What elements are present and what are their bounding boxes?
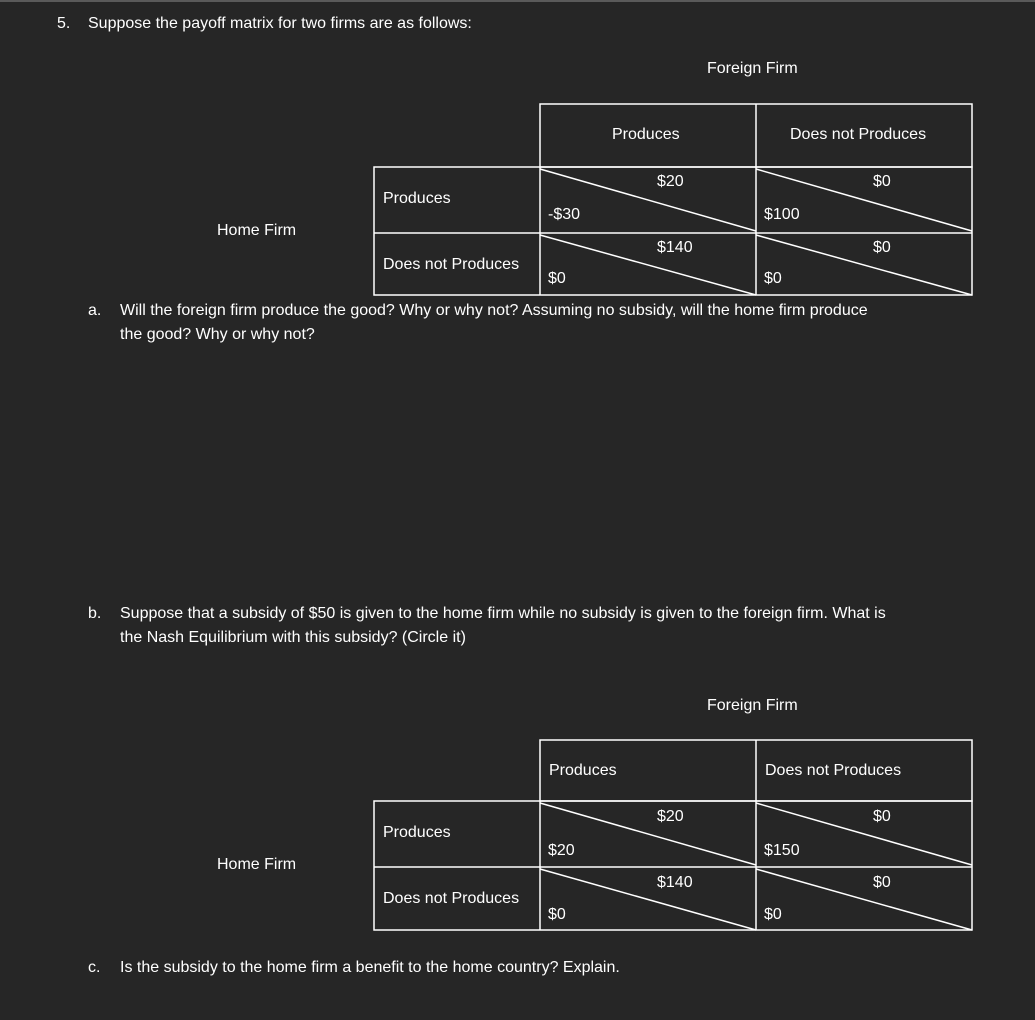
part-b-label: b. xyxy=(88,605,102,622)
matrix1-row-not-produces: Does not Produces xyxy=(383,256,520,273)
matrix2-cell-pn-home: $150 xyxy=(764,842,800,859)
part-b-line2: the Nash Equilibrium with this subsidy? (Circle it) xyxy=(120,629,466,646)
matrix2-row-not-produces: Does not Produces xyxy=(383,890,520,907)
matrix1-cell-np-home: $0 xyxy=(548,270,566,287)
matrix1-cell-nn-foreign: $0 xyxy=(873,239,891,256)
matrix2-cell-np-foreign: $140 xyxy=(657,874,693,891)
matrix1-col-not-produces: Does not Produces xyxy=(790,126,927,143)
part-c-label: c. xyxy=(88,959,101,976)
matrix2-cell-pn-foreign: $0 xyxy=(873,808,891,825)
matrix2-col-not-produces: Does not Produces xyxy=(765,762,902,779)
matrix2-row-produces: Produces xyxy=(383,824,451,841)
matrix2-cell-pp-foreign: $20 xyxy=(657,808,684,825)
part-a-label: a. xyxy=(88,302,102,319)
part-c-text: Is the subsidy to the home firm a benefit to the home country? Explain. xyxy=(120,959,620,976)
matrix2-cell-nn-foreign: $0 xyxy=(873,874,891,891)
matrix1-cell-pp-foreign: $20 xyxy=(657,173,684,190)
matrix1-cell-pp-home: -$30 xyxy=(548,206,581,223)
part-a-line1: Will the foreign firm produce the good? Why or why not? Assuming no subsidy, will the home firm produce xyxy=(120,302,868,319)
matrix1-row-player: Home Firm xyxy=(217,222,297,239)
matrix1-cell-pn-home: $100 xyxy=(764,206,800,223)
matrix2-row-player: Home Firm xyxy=(217,856,297,873)
matrix1-cell-nn-home: $0 xyxy=(764,270,782,287)
matrix1-cell-pn-foreign: $0 xyxy=(873,173,891,190)
matrix2-cell-np-home: $0 xyxy=(548,906,566,923)
matrix1-cell-np-foreign: $140 xyxy=(657,239,693,256)
matrix2-col-produces: Produces xyxy=(549,762,617,779)
matrix1-col-player: Foreign Firm xyxy=(707,60,798,77)
matrix2-cell-pp-home: $20 xyxy=(548,842,575,859)
matrix1-row-produces: Produces xyxy=(383,190,451,207)
question-stem: Suppose the payoff matrix for two firms are as follows: xyxy=(88,15,472,32)
matrix1-col-produces: Produces xyxy=(612,126,680,143)
part-b-line1: Suppose that a subsidy of $50 is given to the home firm while no subsidy is given to the foreign firm. What is xyxy=(120,605,886,622)
part-a-line2: the good? Why or why not? xyxy=(120,326,315,343)
question-number: 5. xyxy=(57,15,71,32)
matrix2-cell-nn-home: $0 xyxy=(764,906,782,923)
matrix2-col-player: Foreign Firm xyxy=(707,697,798,714)
